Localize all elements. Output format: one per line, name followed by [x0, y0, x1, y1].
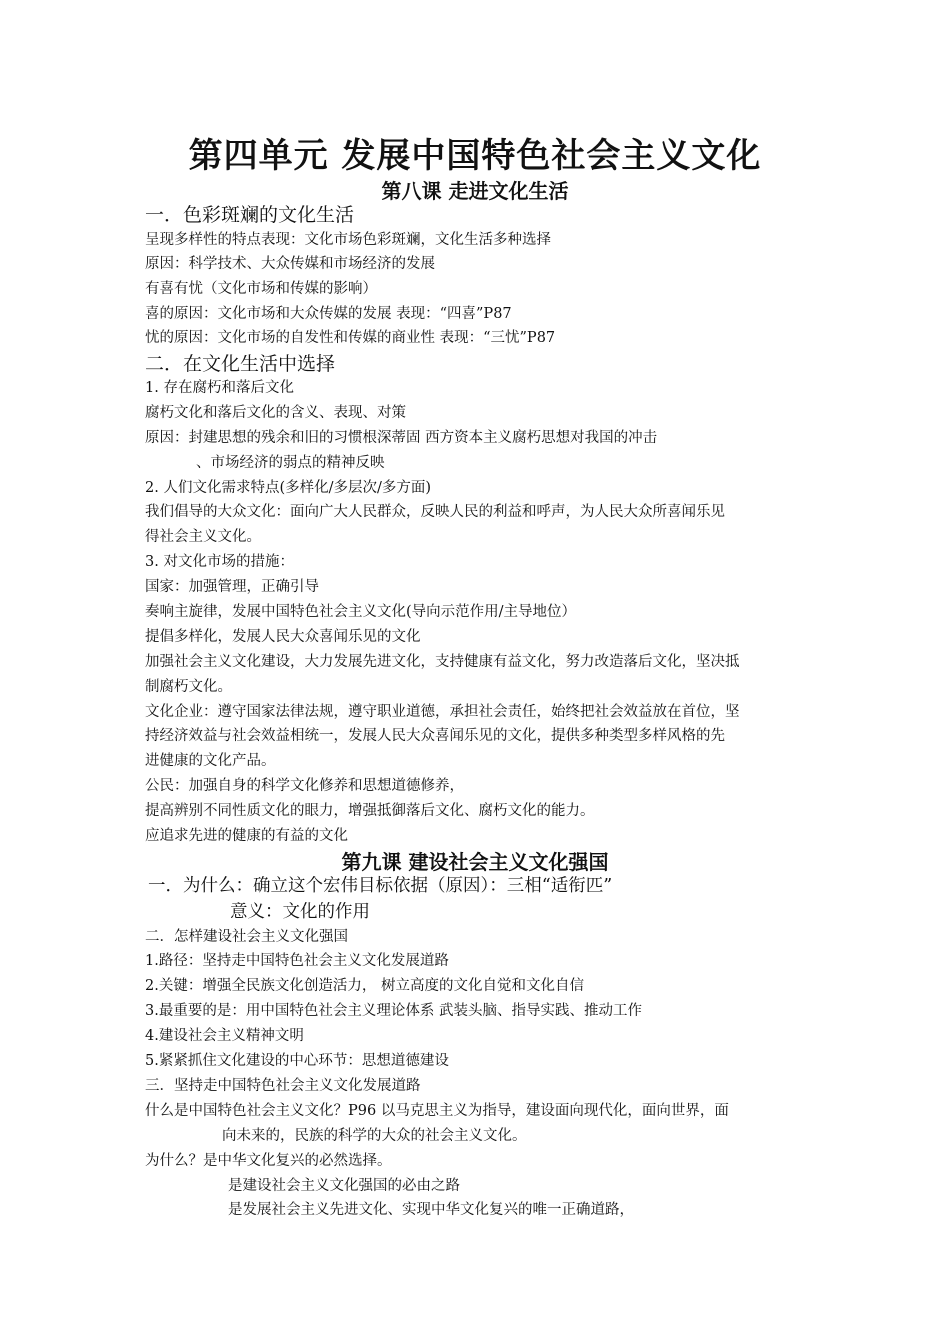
lesson9-section1-heading: 一．为什么：确立这个宏伟目标依据（原因）：三相“适衔匹”	[148, 876, 613, 896]
text-line: 1.路径：坚持走中国特色社会主义文化发展道路	[145, 953, 449, 969]
lesson8-title: 第八课 走进文化生活	[381, 179, 569, 203]
text-line: 向未来的，民族的科学的大众的社会主义文化。	[222, 1128, 527, 1144]
text-line: 持经济效益与社会效益相统一，发展人民大众喜闻乐见的文化，提供多种类型多样风格的先	[145, 728, 725, 744]
lesson9-section1-meaning: 意义：文化的作用	[230, 902, 370, 922]
text-line: 公民：加强自身的科学文化修养和思想道德修养，	[145, 778, 464, 794]
text-line: 什么是中国特色社会主义文化？P96 以马克思主义为指导，建设面向现代化，面向世界，面	[145, 1103, 729, 1119]
text-line: 应追求先进的健康的有益的文化	[145, 828, 348, 844]
text-line: 是建设社会主义文化强国的必由之路	[228, 1178, 460, 1194]
text-line: 我们倡导的大众文化：面向广大人民群众，反映人民的利益和呼声，为人民大众所喜闻乐见	[145, 504, 725, 520]
text-line: 加强社会主义文化建设，大力发展先进文化，支持健康有益文化，努力改造落后文化，坚决抵	[145, 654, 740, 670]
text-line: 2.关键：增强全民族文化创造活力， 树立高度的文化自觉和文化自信	[145, 978, 584, 994]
text-line: 国家：加强管理，正确引导	[145, 579, 319, 595]
text-line: 提高辨别不同性质文化的眼力，增强抵御落后文化、腐朽文化的能力。	[145, 803, 595, 819]
text-line: 喜的原因：文化市场和大众传媒的发展 表现：“四喜”P87	[145, 306, 512, 322]
text-line: 进健康的文化产品。	[145, 753, 276, 769]
text-line: 二．怎样建设社会主义文化强国	[145, 929, 348, 945]
text-line: 得社会主义文化。	[145, 529, 261, 545]
text-line: 有喜有忧（文化市场和传媒的影响）	[145, 281, 377, 297]
text-line: 文化企业：遵守国家法律法规，遵守职业道德，承担社会责任，始终把社会效益放在首位，坚	[145, 704, 740, 720]
lesson8-section2-heading: 二．在文化生活中选择	[145, 353, 336, 375]
text-line: 为什么？是中华文化复兴的必然选择。	[145, 1153, 392, 1169]
text-line: 奏响主旋律，发展中国特色社会主义文化(导向示范作用/主导地位）	[145, 604, 577, 620]
text-line: 2. 人们文化需求特点(多样化/多层次/多方面)	[145, 480, 432, 496]
text-line: 呈现多样性的特点表现：文化市场色彩斑斓，文化生活多种选择	[145, 232, 551, 248]
unit-title: 第四单元 发展中国特色社会主义文化	[188, 136, 762, 176]
text-line: 5.紧紧抓住文化建设的中心环节：思想道德建设	[145, 1053, 449, 1069]
text-line: 原因：封建思想的残余和旧的习惯根深蒂固 西方资本主义腐朽思想对我国的冲击	[145, 430, 658, 446]
text-line: 原因：科学技术、大众传媒和市场经济的发展	[145, 256, 435, 272]
text-line: 3.最重要的是：用中国特色社会主义理论体系 武装头脑、指导实践、推动工作	[145, 1003, 642, 1019]
text-line: 是发展社会主义先进文化、实现中华文化复兴的唯一正确道路，	[228, 1202, 634, 1218]
text-line: 、市场经济的弱点的精神反映	[196, 455, 385, 471]
text-line: 3. 对文化市场的措施：	[145, 554, 294, 570]
text-line: 提倡多样化，发展人民大众喜闻乐见的文化	[145, 629, 421, 645]
text-line: 制腐朽文化。	[145, 679, 232, 695]
text-line: 腐朽文化和落后文化的含义、表现、对策	[145, 405, 406, 421]
lesson8-section1-heading: 一．色彩斑斓的文化生活	[145, 204, 355, 226]
text-line: 1. 存在腐朽和落后文化	[145, 380, 294, 396]
text-line: 4.建设社会主义精神文明	[145, 1028, 304, 1044]
text-line: 三．坚持走中国特色社会主义文化发展道路	[145, 1078, 421, 1094]
lesson9-title: 第九课 建设社会主义文化强国	[341, 850, 609, 874]
text-line: 忧的原因：文化市场的自发性和传媒的商业性 表现：“三忧”P87	[145, 330, 556, 346]
